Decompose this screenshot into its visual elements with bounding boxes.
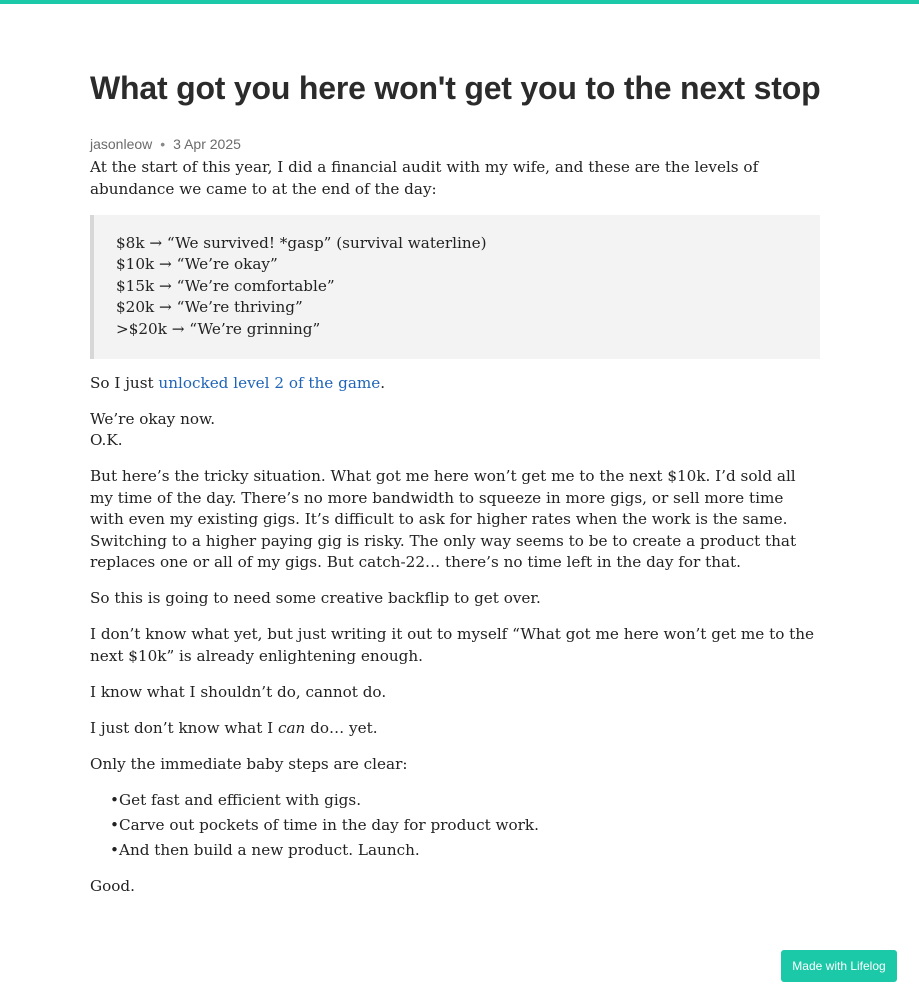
- author-name[interactable]: jasonleow: [90, 136, 153, 152]
- meta-separator: •: [160, 136, 166, 152]
- quote-line: $10k → “We’re okay”: [116, 255, 278, 274]
- bullet-icon: •: [110, 840, 119, 859]
- made-with-lifelog-button[interactable]: Made with Lifelog: [781, 950, 897, 982]
- can-suffix: do… yet.: [305, 719, 378, 738]
- post-date: 3 Apr 2025: [173, 136, 241, 152]
- quote-line: $8k → “We survived! *gasp” (survival waterline): [116, 233, 487, 252]
- level-link[interactable]: unlocked level 2 of the game: [158, 373, 381, 392]
- abundance-levels-quote: [90, 215, 820, 359]
- can-prefix: I just don’t know what I: [90, 719, 278, 738]
- list-item: [110, 840, 820, 862]
- post-content: [90, 157, 820, 912]
- quote-line: >$20k → “We’re grinning”: [116, 319, 321, 338]
- can-paragraph: [90, 718, 820, 740]
- bullet-icon: •: [110, 790, 119, 809]
- post-title: What got you here won't get you to the next stop: [90, 70, 821, 106]
- level-paragraph: [90, 373, 820, 395]
- tricky-paragraph: But here’s the tricky situation. What got me here won’t get me to the next $10k. I’d sold all my time of the day. There’s no more bandwidth to squeeze in more gigs, or sell more time with even my existing gigs. It’s difficult to ask for higher rates when the work is the same. Switching to a higher paying gig is risky. The only way seems to be to create a product that replaces one or all of my gigs. But catch-22… there’s no time left in the day for that.: [90, 467, 797, 572]
- good-paragraph: Good.: [90, 876, 135, 895]
- can-emphasis: can: [278, 719, 306, 738]
- level-suffix: .: [380, 373, 386, 392]
- okay-line-1: We’re okay now.: [90, 409, 216, 428]
- bullet-icon: •: [110, 815, 119, 834]
- okay-line-2: O.K.: [90, 431, 123, 450]
- list-item-text: Get fast and efficient with gigs.: [119, 790, 362, 809]
- shouldnt-paragraph: I know what I shouldn’t do, cannot do.: [90, 683, 387, 702]
- okay-paragraph: [90, 409, 820, 452]
- list-item: [110, 790, 820, 812]
- list-item-text: Carve out pockets of time in the day for product work.: [119, 815, 539, 834]
- steps-list: [90, 790, 820, 862]
- quote-line: $15k → “We’re comfortable”: [116, 276, 335, 295]
- list-item-text: And then build a new product. Launch.: [119, 840, 420, 859]
- list-item: [110, 815, 820, 837]
- level-prefix: So I just: [90, 373, 159, 392]
- post-meta: [90, 135, 241, 153]
- dont-know-paragraph: I don’t know what yet, but just writing it out to myself “What got me here won’t get me to the next $10k” is already enlightening enough.: [90, 625, 815, 666]
- top-accent-bar: [0, 0, 919, 4]
- baby-steps-paragraph: Only the immediate baby steps are clear:: [90, 755, 408, 773]
- quote-line: $20k → “We’re thriving”: [116, 298, 303, 317]
- intro-paragraph: At the start of this year, I did a financial audit with my wife, and these are the levels of abundance we came to at the end of the day:: [90, 158, 759, 198]
- backflip-paragraph: So this is going to need some creative backflip to get over.: [90, 589, 541, 608]
